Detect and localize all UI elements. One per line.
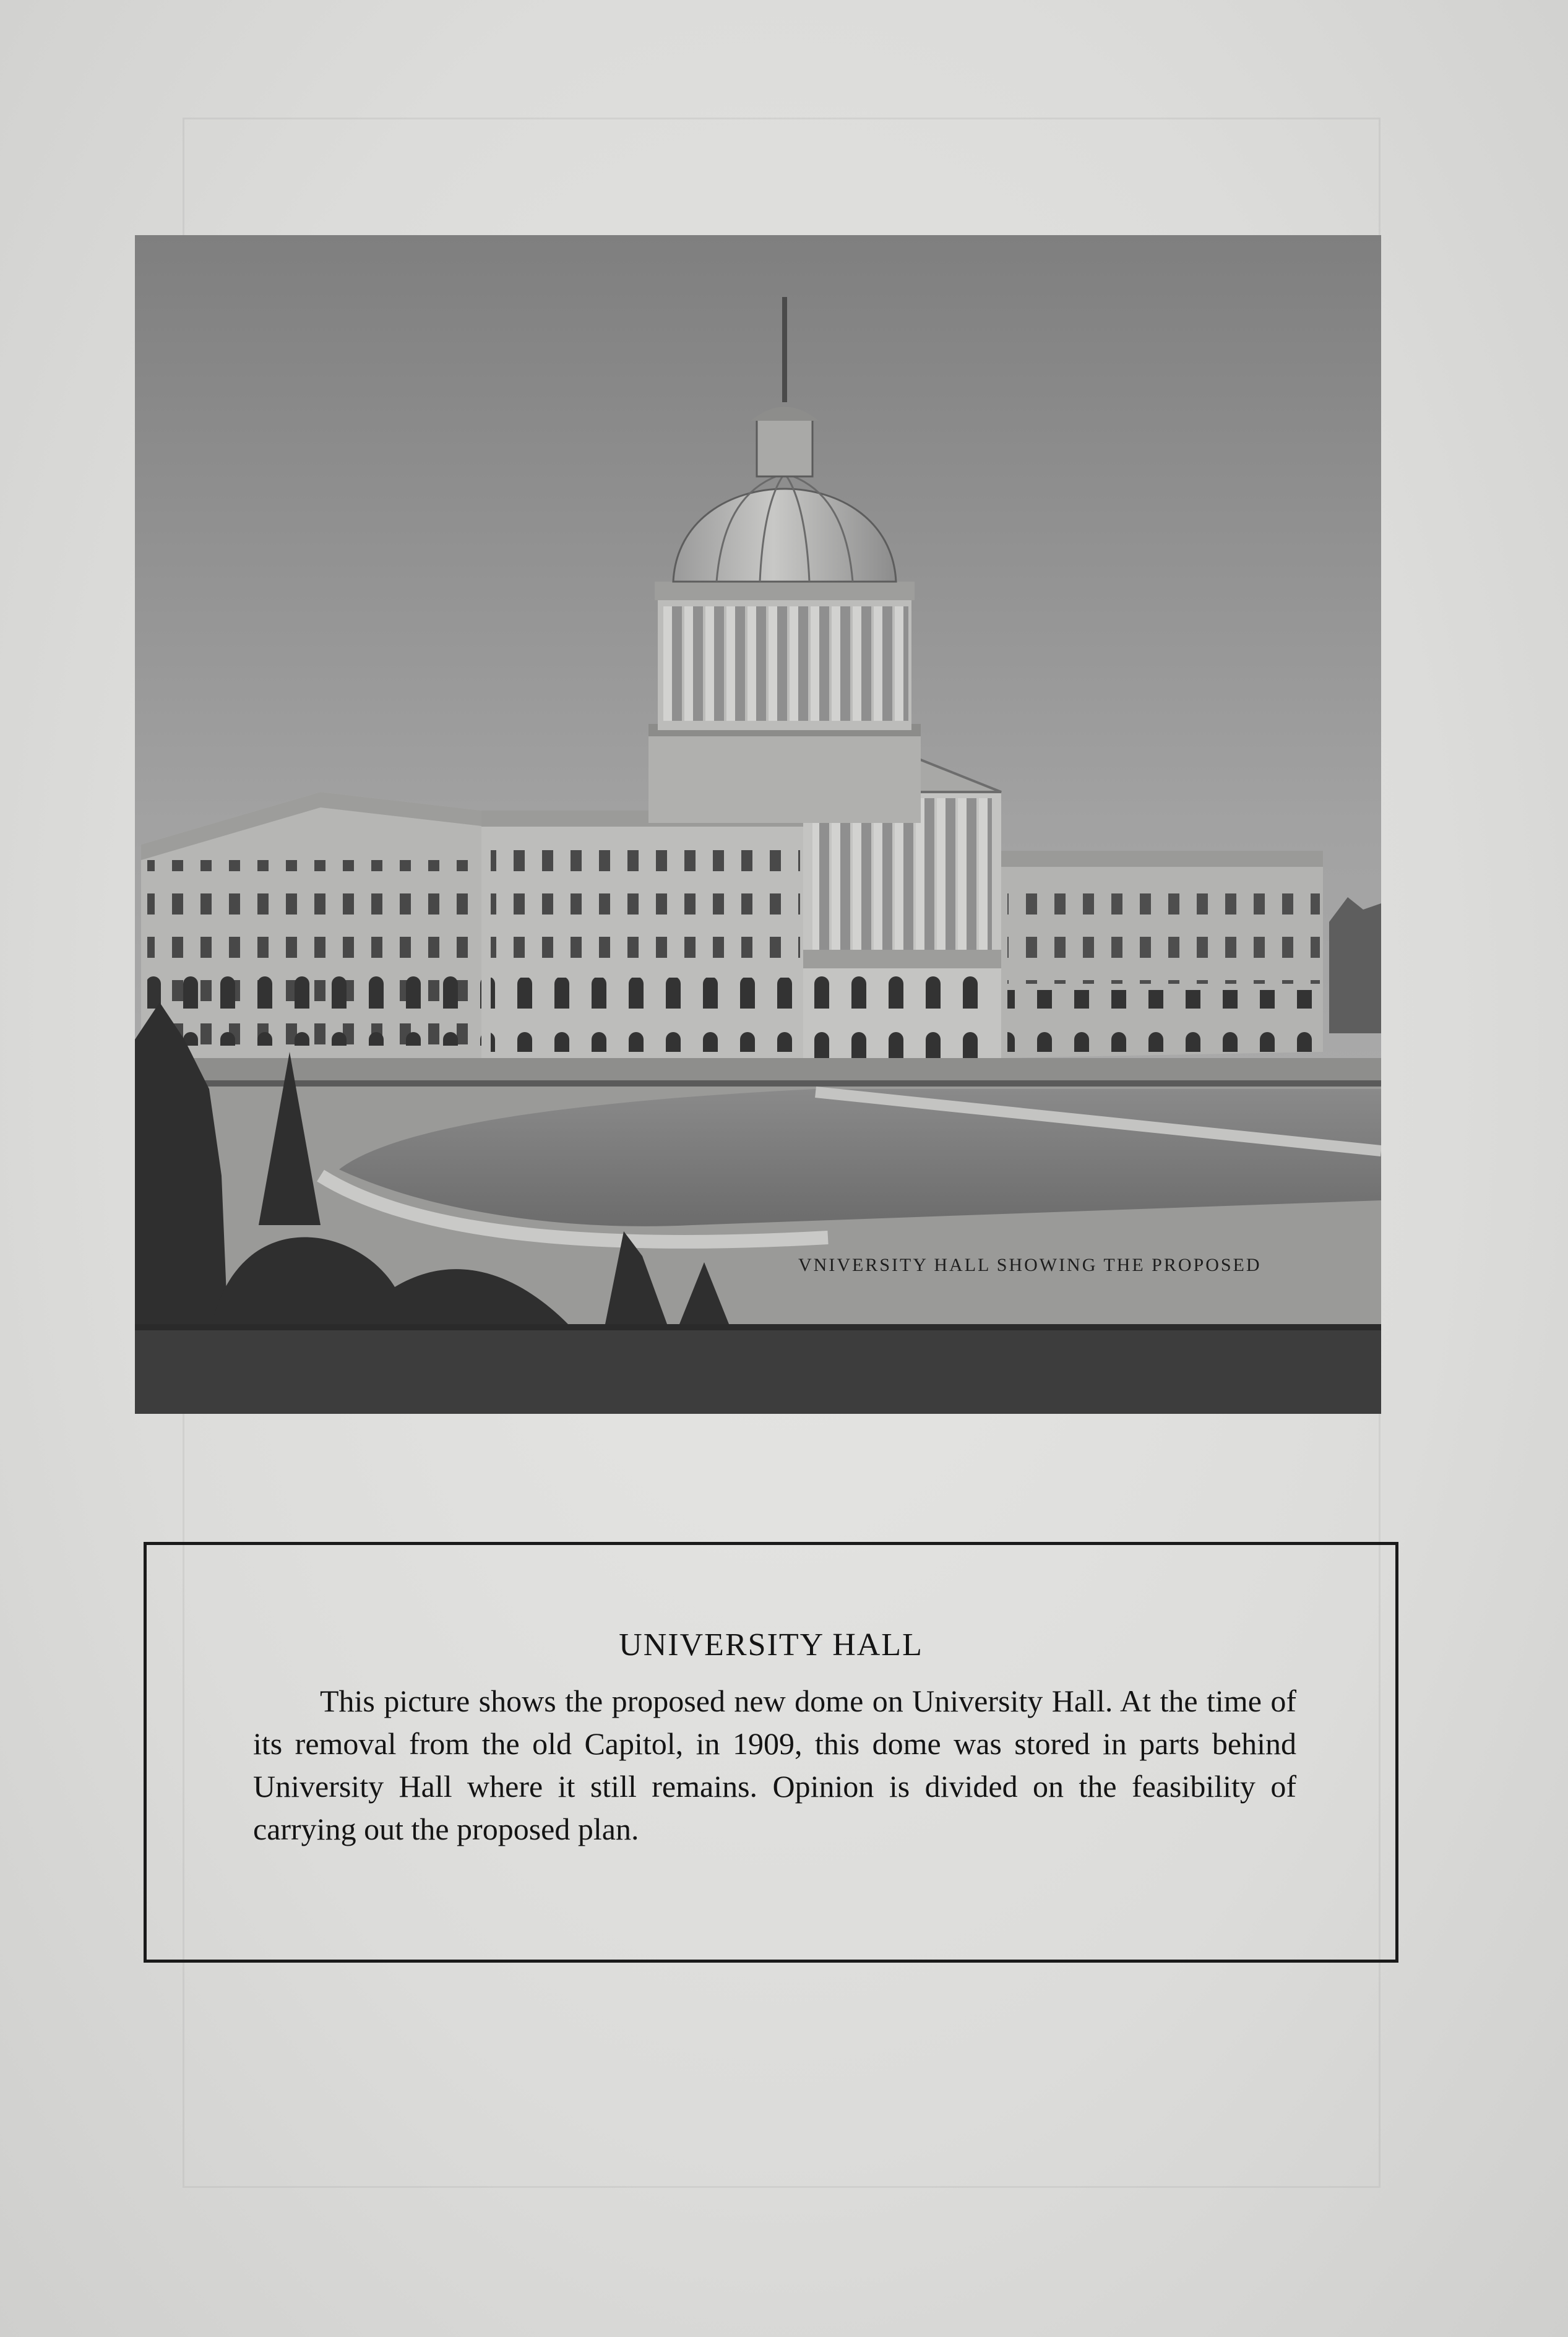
caption-title: UNIVERSITY HALL bbox=[619, 1627, 923, 1663]
photo-inscription: VNIVERSITY HALL SHOWING THE PROPOSED bbox=[798, 1255, 1262, 1275]
caption-body-text: This picture shows the proposed new dome on University Hall. At the time of its removal from the old Capitol, in 1909, this dome was stored in parts behind University Hall where it still remains. Opinion is divided on the feasibility of carrying out the proposed plan. bbox=[253, 1684, 1296, 1846]
caption-frame bbox=[144, 1542, 1398, 1963]
university-hall-photograph bbox=[135, 235, 1381, 1414]
building-illustration bbox=[135, 235, 1381, 1414]
